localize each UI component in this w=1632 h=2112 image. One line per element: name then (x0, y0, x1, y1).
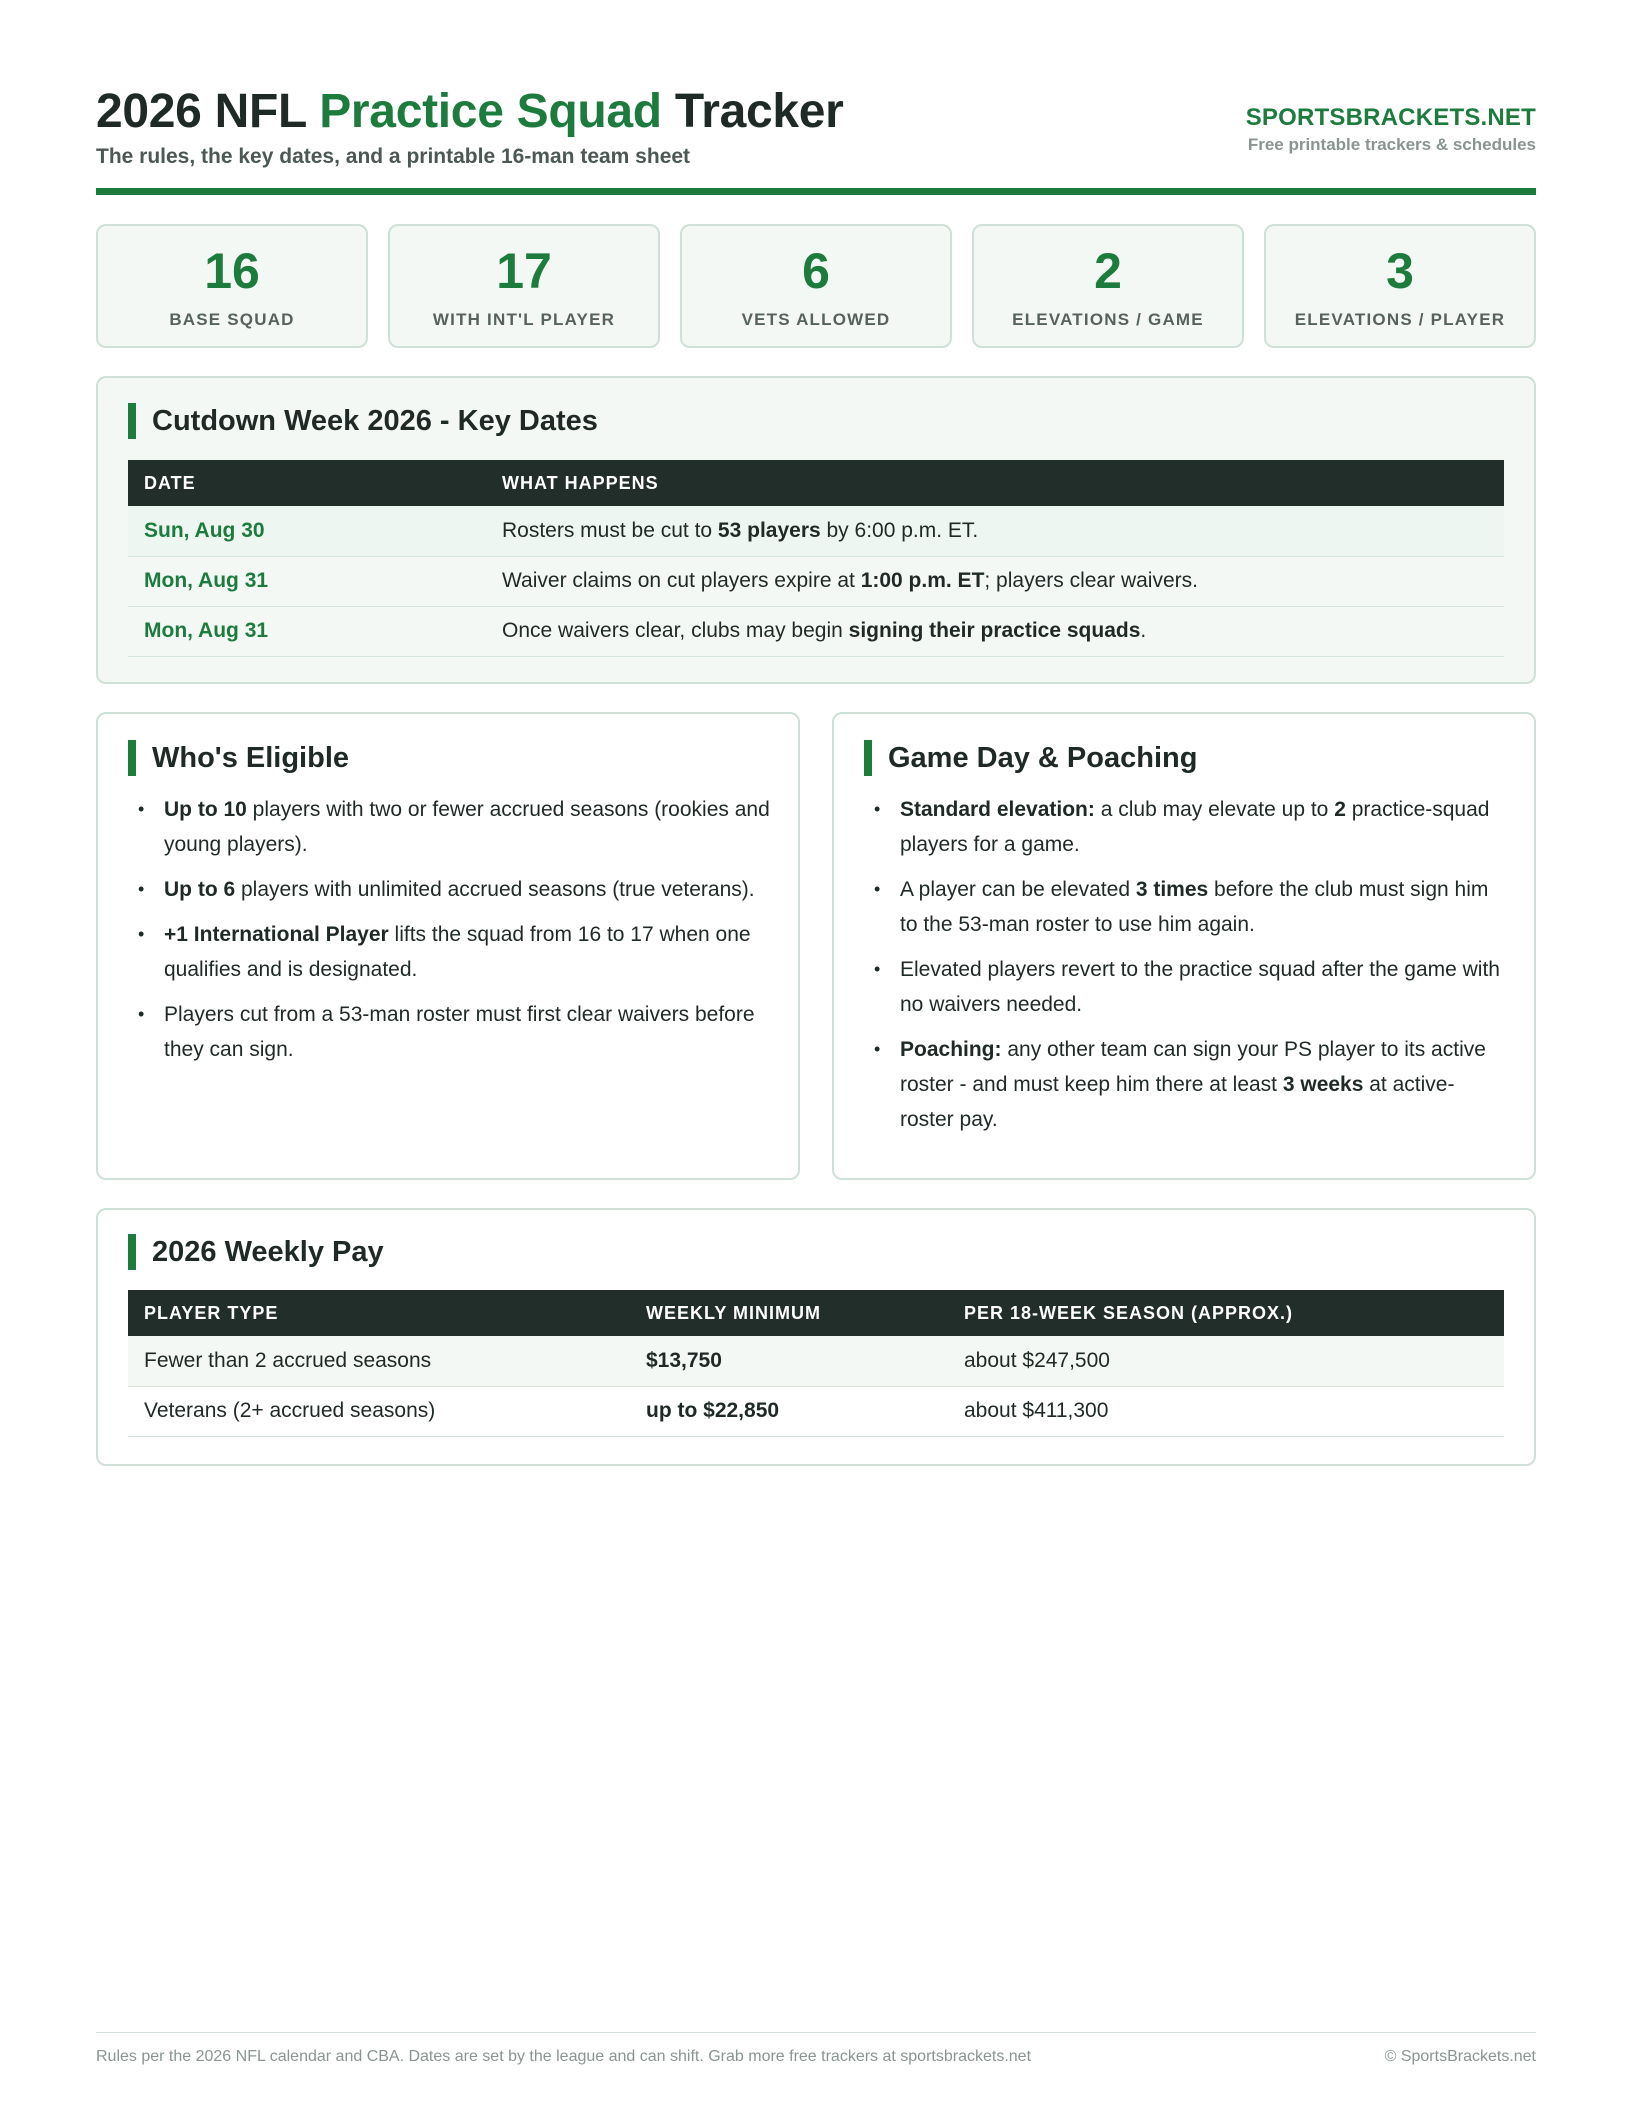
item-emphasis: Standard elevation: (900, 798, 1095, 821)
season-total-cell: about $411,300 (948, 1386, 1504, 1436)
table-row (128, 556, 1504, 606)
column-header: DATE (128, 460, 486, 506)
stat-card (972, 224, 1244, 348)
item-text: at active-roster pay. (900, 1073, 1455, 1131)
item-text: Players cut from a 53-man roster must first clear waivers before they can sign. (164, 1003, 755, 1061)
event-cell (486, 506, 1504, 556)
event-text: Once waivers clear, clubs may begin (502, 619, 849, 642)
title-part: 2026 NFL (96, 85, 320, 138)
stat-value: 3 (1386, 243, 1414, 299)
list-item (870, 872, 1506, 942)
stat-label: ELEVATIONS / PLAYER (1294, 310, 1506, 329)
list-item (134, 872, 770, 907)
item-emphasis: Up to 6 (164, 878, 236, 901)
item-text: a club may elevate up to (1094, 798, 1335, 821)
table-row (128, 506, 1504, 556)
item-text: practice-squad players for a game. (900, 798, 1490, 856)
item-text: lifts the squad from 16 to 17 when one qualifies and is designated. (164, 923, 751, 981)
event-emphasis: signing their practice squads (848, 619, 1141, 642)
player-type-cell: Fewer than 2 accrued seasons (128, 1336, 630, 1386)
item-text: players with two or fewer accrued seasons (rookies and young players). (164, 798, 770, 856)
event-text: . (1140, 619, 1147, 642)
title-accent: Practice Squad (319, 85, 662, 138)
event-text: Rosters must be cut to (502, 518, 718, 542)
item-emphasis: +1 International Player (164, 923, 389, 946)
date-cell: Mon, Aug 31 (128, 606, 486, 656)
item-text: before the club must sign him to the 53-man roster to use him again. (900, 878, 1489, 936)
column-header: WHAT HAPPENS (486, 460, 1504, 506)
event-text: by 6:00 p.m. ET. (820, 518, 979, 542)
weekly-pay-title: 2026 Weekly Pay (128, 1234, 384, 1270)
item-emphasis: 3 times (1135, 878, 1209, 901)
eligibility-panel (96, 712, 800, 1180)
stat-label: VETS ALLOWED (741, 310, 891, 329)
weekly-pay-panel (96, 1208, 1536, 1466)
header (96, 0, 1536, 190)
title-part: Tracker (661, 85, 844, 138)
stat-card (680, 224, 952, 348)
list-item (134, 917, 770, 987)
weekly-minimum-cell: $13,750 (630, 1336, 948, 1386)
stat-label: ELEVATIONS / GAME (1012, 310, 1204, 329)
page-title (96, 84, 844, 139)
item-text: any other team can sign your PS player to its active roster - and must keep him there at least (900, 1038, 1486, 1096)
stat-card (96, 224, 368, 348)
event-emphasis: 53 players (717, 518, 821, 542)
brand-name: SPORTSBRACKETS.NET (1245, 104, 1536, 131)
column-header: WEEKLY MINIMUM (630, 1290, 948, 1336)
key-dates-panel (96, 376, 1536, 684)
item-emphasis: 3 weeks (1282, 1073, 1364, 1096)
header-divider (96, 188, 1536, 195)
page-subtitle: The rules, the key dates, and a printable 16-man team sheet (96, 145, 691, 168)
footer-divider (96, 2032, 1536, 2033)
list-item (870, 1032, 1506, 1137)
gameday-list (870, 792, 1506, 1147)
stat-value: 6 (802, 243, 830, 299)
list-item (870, 792, 1506, 862)
date-cell: Mon, Aug 31 (128, 556, 486, 606)
item-text: players with unlimited accrued seasons (true veterans). (235, 878, 755, 901)
stat-card (1264, 224, 1536, 348)
key-dates-table (128, 460, 1504, 657)
player-type-cell: Veterans (2+ accrued seasons) (128, 1386, 630, 1436)
list-item (134, 997, 770, 1067)
table-header-row (128, 460, 1504, 506)
table-header-row (128, 1290, 1504, 1336)
event-emphasis: 1:00 p.m. ET (860, 569, 985, 592)
key-dates-title: Cutdown Week 2026 - Key Dates (128, 403, 598, 439)
item-emphasis: 2 (1334, 798, 1346, 821)
season-total-cell: about $247,500 (948, 1336, 1504, 1386)
item-emphasis: Poaching: (900, 1038, 1002, 1061)
item-text: A player can be elevated (900, 878, 1136, 901)
table-row (128, 606, 1504, 656)
event-text: Waiver claims on cut players expire at (502, 569, 861, 592)
list-item (870, 952, 1506, 1022)
brand-tagline: Free printable trackers & schedules (1247, 135, 1536, 154)
table-row (128, 1336, 1504, 1386)
date-cell: Sun, Aug 30 (128, 506, 486, 556)
table-row (128, 1386, 1504, 1436)
page (96, 0, 1536, 1422)
stat-value: 17 (496, 243, 552, 299)
event-cell (486, 606, 1504, 656)
stat-label: BASE SQUAD (169, 310, 295, 329)
item-text: Elevated players revert to the practice squad after the game with no waivers needed. (900, 958, 1500, 1016)
brand (1246, 104, 1536, 155)
weekly-minimum-cell: up to $22,850 (630, 1386, 948, 1436)
stat-value: 16 (204, 243, 260, 299)
column-header: PER 18-WEEK SEASON (APPROX.) (948, 1290, 1504, 1336)
eligibility-list (134, 792, 770, 1077)
stat-card (388, 224, 660, 348)
item-emphasis: Up to 10 (164, 798, 247, 821)
footer-copyright: © SportsBrackets.net (1384, 2048, 1536, 2065)
eligibility-title: Who's Eligible (128, 740, 349, 776)
stat-value: 2 (1094, 243, 1122, 299)
gameday-panel (832, 712, 1536, 1180)
event-cell (486, 556, 1504, 606)
stat-cards (96, 224, 1536, 348)
weekly-pay-table (128, 1290, 1504, 1437)
list-item (134, 792, 770, 862)
event-text: ; players clear waivers. (984, 569, 1198, 592)
stat-label: WITH INT'L PLAYER (432, 310, 616, 329)
gameday-title: Game Day & Poaching (864, 740, 1197, 776)
footer-note: Rules per the 2026 NFL calendar and CBA. Dates are set by the league and can shift. Grab more free trackers at sportsbrackets.net (96, 2048, 1032, 2065)
column-header: PLAYER TYPE (128, 1290, 630, 1336)
